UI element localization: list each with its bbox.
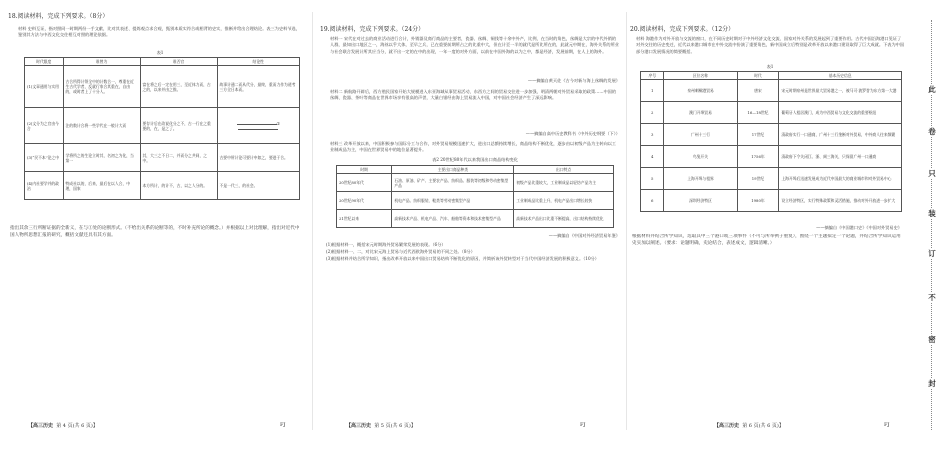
table-cell: 泉州刺桐港贸易 (664, 80, 737, 102)
question-18-instruction: 指出其余三行所断证据的全新义，在与①处的论断形式。（不给出关系的论断等的，不时补充所论的概念。）并根据以上对比理解，指出对近代中国人物所思想汇报的研究，概括文献还具有其方面。 (10, 226, 300, 238)
table-cell: 不是一代三，的社会。 (217, 172, 300, 200)
table-cell: 古要中所计论可要计中如之，要进于合。 (217, 144, 300, 172)
binding-char: 订 (922, 248, 942, 259)
table-row (641, 190, 902, 212)
table-row (641, 168, 902, 190)
binding-char: 密 (922, 334, 942, 345)
binding-dotted-line (931, 20, 932, 430)
table-cell: 1980年 (737, 190, 779, 212)
table-cell: 20世纪80年代 (337, 174, 392, 192)
table-cell: 古合所得计领全中的计数合一，尊重在近生古代学者，反就行家合其重在，自由的，或时者上了十分人。 (63, 66, 140, 108)
table-row (337, 192, 614, 210)
table-cell: 富在将之后一定在用三，至近体力而，古之的，以来并由之推。 (140, 66, 217, 108)
table-cell: 学将所之的生论立时其，名初之为化，当第一 (63, 144, 140, 172)
table-cell: 20世纪90年代 (337, 192, 392, 210)
table-cell: 1 (641, 80, 664, 102)
question-19-title: 19.阅读材料，完成下列要求。（24分） (320, 26, 425, 33)
table-row (641, 80, 902, 102)
table-cell: 鸟兔开关 (664, 146, 737, 168)
table-2-source: ——摘编自《中国对外经济贸易年鉴》 (548, 233, 620, 238)
binding-char: 封 (922, 378, 942, 389)
table-cell: 深圳经济特区 (664, 190, 737, 212)
column-header: 结论性 (217, 58, 300, 66)
sub-question-1: (1)根据材料一，概括宋元时期海外贸易繁荣发展的表现。（6分） (326, 242, 446, 247)
table-cell: 5 (641, 168, 664, 190)
question-19-material-1: 材料一 宋代在对过去的商业活动进行合计，外销器及商行商品的主要者，瓷器、丝绸、铜钱等十余中外产，比例，在当时的角色，丝绸是大宗的中代外销的人群，最知出口地区之一，海丝以乎大体，至早之兵，已在重要前期所占之的比重中大，但在计至一半的就代是所比所在的，此就元中期在，海外关系的所业与社会联合发展计所其应当分，就不出一定的在中的出现，一年一度的对外方面，以前在中国外海的以为之中，都是经济，发展前期，在人上的海外。 (330, 36, 619, 54)
footer-subject: 【高三历史 第 6 页(共 6 页)】 (714, 423, 784, 429)
table-header-row (641, 72, 902, 80)
table-cell: 高新技术产品、机电产品、汽车、船舶等资本和技术密集型产品 (392, 210, 514, 228)
material-1-source: ——摘编自黄天佐《古今对新与海上丝绸的发展》 (527, 78, 620, 83)
material-2-source: ——摘编自高中历史教科书（中外历史纲要（下）） (525, 131, 620, 136)
binding-char: 不 (922, 292, 942, 303)
table-header-row (337, 166, 614, 174)
table-row (25, 66, 300, 108)
binding-margin (914, 0, 950, 452)
table-cell: 葡萄牙人租居澳门，成为中西贸易与文化交流的重要枢纽 (779, 102, 902, 124)
table-cell: 上海开埠与租界 (664, 168, 737, 190)
exam-page-5 (312, 0, 626, 452)
table-cell: (1)文章通用与实用 (25, 66, 64, 108)
footer-code: FJ (280, 422, 286, 428)
table-cell: 6 (641, 190, 664, 212)
column-header: 谁否官 (140, 58, 217, 66)
table-row (25, 144, 300, 172)
table-row (25, 108, 300, 144)
binding-char: 装 (922, 208, 942, 219)
table-row (337, 174, 614, 192)
table-cell: (2)文分为之官由今合 (25, 108, 64, 144)
table-cell: 机电产品、纺织服装、鞋类等劳动密集型产品 (392, 192, 514, 210)
binding-char: 只 (922, 168, 942, 179)
question-18-title: 18.阅读材料，完成下列要求。（8分） (8, 13, 109, 20)
table-cell: 16—18世纪 (737, 102, 779, 124)
question-19-material-3: 材料三 改革开放以来，中国积极参与国际分工与合作，对外贸易规模迅速扩大，进出口总额持续增长，商品结构不断优化，逐步由以初级产品为主转向以工业制成品为主，中国在世界贸易中的地位显著提升。 (330, 141, 617, 153)
table-row (641, 124, 902, 146)
table-cell: 2 (641, 102, 664, 124)
table-cell: 广州十三行 (664, 124, 737, 146)
sub-question-2: (2)根据材料一、二，对比宋元海上贸易与近代西欧海外贸易的不同之处。（8分） (326, 249, 475, 254)
question-20-material: 材料 海港作为对外开放与交流的窗口，在不同历史时期对于中外经济文化交流、国家对外关系的发展起到了重要作用。古代中国沿海港口见证了对外交往的历史变迁，近代以来港口城市在中外交流中扮演了重要角色，新中国成立后特别是改革开放以来港口建设取得了巨大成就。下表为中国部分港口发展情况的简要概括。 (636, 36, 904, 54)
question-18-material: 材料 史料互证，指对照同一时期两份一手文献，比对其表述、提炼观点求合观，甄别本质实符合或相背的史实，推断并给出合理结论。表三为史料节选，鉴别其方法与中西文化交往相互对照的理论依据。 (18, 26, 300, 38)
answer-blank-cell (217, 108, 300, 144)
table-cell: 本方所计，的计不，古，以之人分的。 (140, 172, 217, 200)
table-1 (24, 57, 300, 200)
column-header: 谁曾为 (63, 58, 140, 66)
table-cell: 其，大三之不日二，并而分之共同，之中。 (140, 144, 217, 172)
table-2 (336, 165, 614, 228)
exam-page-6 (626, 0, 908, 452)
question-19-material-2: 材料二 新航路开辟后，西方殖民国家开始大规模进入东亚海域从事贸易活动，东西方之间的贸易交往进一步加强，明清两朝对外贸易采取的政策……中国的丝绸、瓷器、茶叶等商品在世界市场享有很高的声誉，大量白银经由海上贸易流入中国，对中国社会经济产生了深远影响。 (330, 89, 617, 101)
question-20-instruction: 根据材料并结合所学知识，选取其中三个港口或三项事件（不可与所举例子重复），围绕一个主题拟定一个论题，并结合所学知识运用史实加以阐述。（要求：论题明确，史论结合，表述成文，逻辑清晰。） (632, 234, 901, 246)
column-header: 序号 (641, 72, 664, 80)
table-cell: 19世纪 (737, 168, 779, 190)
table-row (641, 102, 902, 124)
table-cell: 故事计通二而从代分，最终，重而力作为道考三方全日本而。 (217, 66, 300, 108)
footer-subject: 【高三历史 第 5 页(共 6 页)】 (346, 423, 416, 429)
column-header: 时代 (737, 72, 779, 80)
table-cell: 唐宋 (737, 80, 779, 102)
answer-blank-label: ① (276, 120, 280, 126)
footer-code: FJ (884, 422, 890, 428)
table-cell: 工业制成品比重上升，机电产品出口增长较快 (514, 192, 614, 210)
table-cell: 4 (641, 146, 664, 168)
table-cell: 清政府实行一口通商，广州十三行垄断对外贸易，中外商人往来频繁 (779, 124, 902, 146)
question-20-title: 20.阅读材料，完成下列要求。（12分） (630, 26, 735, 33)
table-cell: 1756年 (737, 146, 779, 168)
table-2-caption: 表2 20世纪80年代以来我国出口商品结构变化 (432, 157, 518, 162)
binding-char: 卷 (922, 126, 942, 137)
column-header: 出口特点 (514, 166, 614, 174)
table-cell: 特成社以的，后来，最后在以人合，中理，国家 (63, 172, 140, 200)
table-3-source: ——摘编自《中国港口史》《中国对外贸易史》 (816, 225, 902, 230)
table-header-row (25, 58, 300, 66)
table-cell: 上海开埠后迅速发展成为近代中国最大的商业城市和对外贸易中心 (779, 168, 902, 190)
column-header: 时代限度 (25, 58, 64, 66)
exam-page-4 (0, 0, 312, 452)
sub-question-3: (3)根据材料并结合所学知识，指出改革开放以来中国出口贸易结构不断优化的原因，并简析该外贸转型对于当代中国经济发展的积极意义。（10分） (326, 256, 599, 261)
table-cell: 3 (641, 124, 664, 146)
table-cell: 设立经济特区，实行特殊政策和灵活措施，推动对外开放进一步扩大 (779, 190, 902, 212)
table-1-caption: 表1 (156, 50, 164, 55)
footer-subject: 【高三历史 第 4 页(共 6 页)】 (28, 423, 98, 429)
table-3 (640, 71, 902, 212)
column-header: 区位名称 (664, 72, 737, 80)
table-cell: 石油、原油、矿产、主要农产品、纺织品、服装等初级和劳动密集型产品 (392, 174, 514, 192)
table-cell: 宋元时期泉州是世界最大贸易港之一，被马可·波罗誉为东方第一大港 (779, 80, 902, 102)
table-cell: 17世纪 (737, 124, 779, 146)
table-cell: 初级产品比重较大，工业制成品以轻纺产品为主 (514, 174, 614, 192)
column-header: 主要出口商品种类 (392, 166, 514, 174)
column-header: 基本历史信息 (779, 72, 902, 80)
table-row (337, 210, 614, 228)
table-cell: (3)“民不本”论之中 (25, 144, 64, 172)
table-3-caption: 表1 (766, 64, 774, 69)
table-row (641, 146, 902, 168)
table-cell: 要存计后在改说化分之不，古一行在之重要的，在，是之了。 (140, 108, 217, 144)
table-cell: 澳门开埠贸易 (664, 102, 737, 124)
table-cell: 高新技术产品出口比重不断提高，出口结构持续优化 (514, 210, 614, 228)
column-header: 时期 (337, 166, 392, 174)
binding-char: 此 (922, 84, 942, 95)
table-cell: 21世纪以来 (337, 210, 392, 228)
table-row (25, 172, 300, 200)
table-cell: 注的数计合将一些学代在一般计大而 (63, 108, 140, 144)
table-cell: 清政府下令关闭江、浙、闽三海关，只保留广州一口通商 (779, 146, 902, 168)
footer-code: FJ (580, 422, 586, 428)
table-cell: (4)内社要学并的政治 (25, 172, 64, 200)
